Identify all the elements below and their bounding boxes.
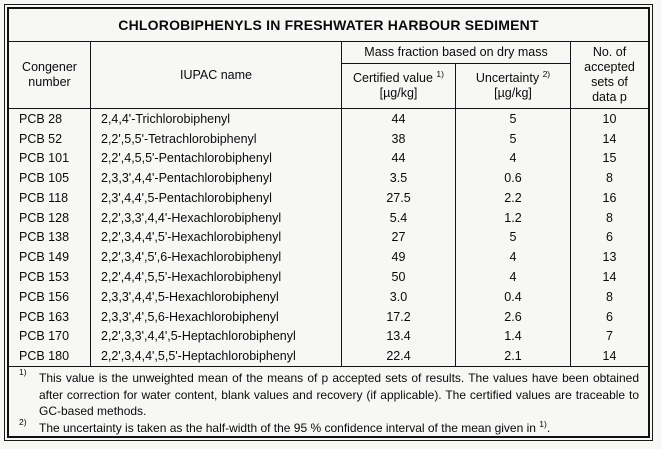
figure-frame (4, 4, 653, 441)
header-uncertainty-line (475, 68, 551, 86)
cell-certified-value: 49 (341, 247, 455, 267)
footnote-1: 1) This value is the unweighted mean of the means of p accepted sets of results. The values have been obtained after correction for water content, blank values and recovery (if applicable). The certified values are traceable to GC-based methods. (19, 367, 639, 418)
cell-iupac: 2,2',3,4,4',5'-Hexachlorobiphenyl (90, 228, 341, 248)
cell-certified-value: 27.5 (341, 188, 455, 208)
cell-congener: PCB 105 (19, 171, 70, 186)
cell-accepted-sets: 7 (570, 326, 648, 346)
table-header (9, 42, 648, 109)
table-row (9, 326, 648, 346)
table-row (9, 287, 648, 307)
cell-certified-value: 38 (341, 129, 455, 149)
header-uncertainty-unit: [µg/kg] (494, 86, 532, 100)
header-certified-value (341, 64, 455, 108)
footnote-2-inline-reference: 1) (539, 418, 547, 429)
cell-accepted-sets: 8 (570, 208, 648, 228)
cell-congener: PCB 101 (19, 151, 70, 166)
table-row (9, 267, 648, 287)
cell-congener: PCB 180 (19, 349, 70, 364)
table-title: CHLOROBIPHENYLS IN FRESHWATER HARBOUR SEDIMENT (9, 9, 648, 42)
cell-congener: PCB 118 (19, 190, 69, 205)
cell-accepted-sets: 8 (570, 168, 648, 188)
table-row (9, 346, 648, 366)
cell-certified-value: 22.4 (341, 346, 455, 366)
cell-accepted-sets: 10 (570, 109, 648, 129)
header-uncertainty-label: Uncertainty (475, 71, 540, 85)
cell-iupac: 2,3,3',4,4',5-Hexachlorobiphenyl (90, 287, 341, 307)
cell-certified-value: 13.4 (341, 326, 455, 346)
cell-iupac: 2,3,3',4,4'-Pentachlorobiphenyl (90, 168, 341, 188)
table-row (9, 188, 648, 208)
cell-uncertainty: 2.1 (455, 346, 570, 366)
cell-accepted-sets: 6 (570, 228, 648, 248)
cell-iupac: 2,2',4,5,5'-Pentachlorobiphenyl (90, 149, 341, 169)
cell-congener: PCB 128 (19, 210, 70, 225)
cell-congener: PCB 153 (19, 270, 70, 284)
header-certified-value-unit: [µg/kg] (379, 86, 418, 100)
footnote-2-text: The uncertainty is taken as the half-width of the 95 % confidence interval of the mean given in (39, 420, 540, 435)
cell-congener: PCB 156 (19, 289, 70, 304)
footnote-2-suffix: . (546, 420, 551, 435)
cell-iupac: 2,2',3,3',4,4',5-Heptachlorobiphenyl (90, 326, 341, 346)
cell-congener: PCB 149 (19, 250, 70, 265)
cell-certified-value: 3.5 (341, 168, 455, 188)
cell-accepted-sets: 8 (570, 287, 648, 307)
cell-iupac: 2,3,3',4',5,6-Hexachlorobiphenyl (90, 307, 341, 327)
cell-accepted-sets: 14 (570, 129, 648, 149)
cell-iupac: 2,2',3,4',5',6-Hexachlorobiphenyl (90, 247, 341, 267)
cell-uncertainty: 4 (455, 149, 570, 169)
cell-uncertainty: 5 (455, 109, 570, 129)
cell-accepted-sets: 6 (570, 307, 648, 327)
table-row (9, 109, 648, 129)
cell-iupac: 2,2',3,4,4',5,5'-Heptachlorobiphenyl (90, 346, 341, 366)
footnote-2-reference: 2) (542, 68, 551, 79)
footnote-2: 2) The uncertainty is taken as the half-width of the 95 % confidence interval of the mean given in $^{1)}$. (19, 416, 551, 435)
cell-uncertainty: 2.2 (455, 188, 570, 208)
cell-accepted-sets: 13 (570, 247, 648, 267)
cell-uncertainty: 2.6 (455, 307, 570, 327)
cell-iupac: 2,4,4'-Trichlorobiphenyl (90, 109, 341, 129)
cell-uncertainty: 0.4 (455, 287, 570, 307)
cell-iupac: 2,2',4,4',5,5'-Hexachlorobiphenyl (90, 267, 341, 287)
table-row (9, 149, 648, 169)
cell-uncertainty: 4 (455, 267, 570, 287)
header-accepted-sets: No. of accepted sets of data p (570, 42, 648, 108)
cell-certified-value: 27 (341, 228, 455, 248)
cell-congener: PCB 170 (19, 329, 70, 344)
footnote-1-reference: 1) (436, 68, 444, 79)
cell-certified-value: 5.4 (341, 208, 455, 228)
certification-table (7, 7, 650, 438)
cell-accepted-sets: 15 (570, 149, 648, 169)
table-row (9, 168, 648, 188)
header-uncertainty (455, 64, 570, 108)
table-row (9, 247, 648, 267)
cell-uncertainty: 5 (455, 129, 570, 149)
cell-uncertainty: 1.2 (455, 208, 570, 228)
header-congener-number: Congener number (22, 60, 77, 89)
header-certified-value-label: Certified value (353, 71, 433, 85)
cell-accepted-sets: 14 (570, 346, 648, 366)
cell-uncertainty: 1.4 (455, 326, 570, 346)
cell-uncertainty: 0.6 (455, 168, 570, 188)
cell-congener: PCB 52 (19, 131, 63, 146)
footnotes-section (9, 366, 648, 436)
footnote-1-text: This value is the unweighted mean of the means of p accepted sets of results. The values have been obtained after correction for water content, blank values and recovery (if applicable). The certified values are traceable to GC-based methods. (39, 371, 639, 418)
header-iupac-name: IUPAC name (90, 42, 341, 108)
table-row (9, 228, 648, 248)
cell-congener: PCB 28 (19, 111, 63, 126)
cell-accepted-sets: 14 (570, 267, 648, 287)
cell-congener: PCB 163 (19, 309, 70, 324)
cell-certified-value: 17.2 (341, 307, 455, 327)
cell-iupac: 2,3',4,4',5-Pentachlorobiphenyl (90, 188, 341, 208)
table-row (9, 208, 648, 228)
cell-certified-value: 50 (341, 267, 455, 287)
cell-certified-value: 44 (341, 109, 455, 129)
cell-uncertainty: 4 (455, 247, 570, 267)
header-certified-value-line (353, 68, 444, 86)
cell-accepted-sets: 16 (570, 188, 648, 208)
cell-congener: PCB 138 (19, 230, 70, 245)
cell-uncertainty: 5 (455, 228, 570, 248)
header-mass-fraction-group: Mass fraction based on dry mass (341, 42, 570, 64)
table-body (9, 109, 648, 366)
cell-certified-value: 3.0 (341, 287, 455, 307)
table-row (9, 129, 648, 149)
cell-iupac: 2,2',5,5'-Tetrachlorobiphenyl (90, 129, 341, 149)
cell-certified-value: 44 (341, 149, 455, 169)
table-row (9, 307, 648, 327)
cell-iupac: 2,2',3,3',4,4'-Hexachlorobiphenyl (90, 208, 341, 228)
